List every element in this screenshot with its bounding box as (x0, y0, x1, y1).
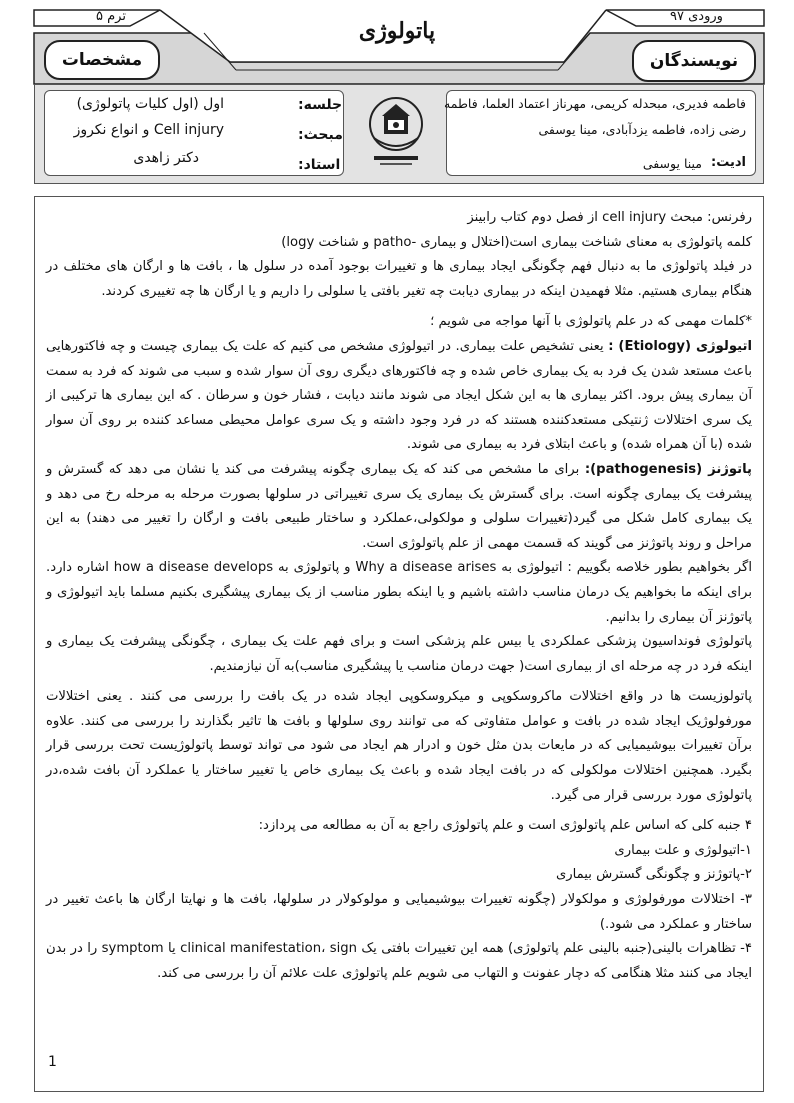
etiology-term: اتیولوژی (Etiology) : (608, 338, 752, 354)
editor-value: مینا یوسفی (642, 156, 702, 171)
professor-label: استاد: (298, 157, 341, 173)
page-title: پاتولوژی (358, 18, 436, 44)
topic-label: مبحث: (298, 127, 343, 143)
reference-line: رفرنس: مبحث cell injury از فصل دوم کتاب رابینز (467, 210, 752, 225)
summary-paragraph: اگر بخواهیم بطور خلاصه بگوییم : اتیولوژی به Why a disease arises و پاتولوژی به how a disease develops اشاره دارد. برای اینکه ما بخواهیم یک درمان مناسب داشته باشیم و یا اینکه بطور مناسب از یک بیماری پیشگیری بکنیم مسلما باید اتیولوژی و پاتوژنز آن بیماری را بدانیم. (46, 560, 752, 625)
page-number: 1 (48, 1054, 57, 1070)
entry-label: ورودی ۹۷ (670, 9, 723, 24)
authors-line-1: فاطمه فدیری، مبحدله کریمی، مهرناز اعتماد العلما، فاطمه (444, 96, 746, 111)
etiology-paragraph (46, 335, 752, 458)
specs-badge (44, 40, 160, 80)
university-logo (354, 94, 438, 174)
topic-value: Cell injury و انواع نکروز (73, 122, 224, 138)
pathogenesis-text: برای ما مشخص می کند که یک بیماری چگونه پیشرفت می کند یا نشان می دهد که گسترش و پیشرفت یک بیماری چگونه است. برای گسترش یک بیماری یک سری تغییراتی در سلولها بصورت مرحله به مرحله رخ می دهد و یک بیماری کامل شکل می گیرد(تغییرات سلولی و مولکولی،عملکرد و ساختار طبیعی بافت و ارگان را تغییر می دهند) به این مراحل و روند پاتوژنز می گویند که قسمت مهمی از علم پاتولوژی است. (46, 461, 752, 551)
aspect-item-1: ۱-اتیولوژی و علت بیماری (614, 842, 752, 858)
authors-label: نویسندگان (649, 51, 739, 71)
term-label: ترم ۵ (96, 9, 126, 24)
aspects-heading: ۴ جنبه کلی که اساس علم پاتولوژی است و علم پاتولوژی راجع به آن به مطالعه می پردازد: (258, 818, 752, 834)
etiology-text: یعنی تشخیص علت بیماری. در اتیولوژی مشخص می کنیم که علت یک بیماری چیست و چه فاکتورهایی باعث مستعد شدن یک فرد به یک بیماری خاص شده و چه فاکتورهای دیگری روی آن سوار شده و سبب می شوند که فرد به سمت آن بیماری پیش برود. اکثر بیماری ها به این شکل ایجاد می شوند مانند دیابت ، فشار خون و سرطان . که این بیماری ها ترکیبی از یک سری اختلالات ژنتیکی مستعدکننده هستند که در فرد وجود داشته و یک سری عوامل محیطی مساعد کننده بر روی آن سوار شده (با آن همراه شده) و باعث ابتلای فرد به بیماری می شوند. (46, 338, 752, 453)
session-label: جلسه: (298, 97, 343, 113)
field-paragraph: در فیلد پاتولوژی ما به دنبال فهم چگونگی ایجاد بیماری ها و تغییرات بوجود آمده در سلول ها ، بافت ها و ارگان های مختلف در هنگام بیماری هستیم. مثلا فهمیدن اینکه در بیماری دیابت چه تغیر بافتی یا سلولی را داریم و یا ارگان ها چه تغییری کردند. (46, 259, 752, 299)
session-value: اول (اول کلیات پاتولوژی) (76, 96, 224, 112)
specs-label: مشخصات (61, 50, 143, 70)
aspect-item-2: ۲-پاتوژنز و چگونگی گسترش بیماری (555, 867, 752, 883)
authors-line-2: رضی زاده، فاطمه یزدآبادی، مینا یوسفی (538, 122, 746, 137)
professor-value: دکتر زاهدی (133, 150, 199, 166)
keywords-heading: *کلمات مهمی که در علم پاتولوژی با آنها مواجه می شویم ؛ (430, 314, 752, 330)
definition-line: کلمه پاتولوژی به معنای شناخت بیماری است(اختلال و بیماری -patho و شناخت logy) (281, 234, 752, 250)
aspect-item-3: ۳- اختلالات مورفولوژی و مولکولار (چگونه تغییرات بیوشیمیایی و مولوکولار در سلولها، بافت ها و نهایتا ارگان ها باعث تغییر در ساختار و عملکرد می شود.) (46, 892, 752, 932)
aspect-item-4: ۴- تظاهرات بالینی(جنبه بالینی علم پاتولوژی) همه این تغییرات بافتی یک clinical manifestation، sign یا symptom را در بدن ایجاد می کنند مثلا هنگامی که دچار عفونت و التهاب می شویم علم پاتولوژی علت علائم آن را بررسی می کند. (46, 941, 752, 981)
content-body (46, 206, 752, 986)
foundation-paragraph: پاتولوژی فونداسیون پزشکی عملکردی یا بیس علم پزشکی است و برای فهم علت یک بیماری ، چگونگی پیشرفت یک بیماری و اینکه فرد در چه مرحله ای از بیماری است( جهت درمان مناسب یا پیشگیری مناسب)به آن نیازمندیم. (46, 634, 752, 674)
pathogenesis-paragraph (46, 458, 752, 556)
pathologists-paragraph: پاتولوزیست ها در واقع اختلالات ماکروسکوپی و میکروسکوپی ایجاد شده در یک بافت را بررسی می کنند . یعنی اختلالات مورفولوژیک ایجاد شده در بافت و عوامل متفاوتی که می توانند روی سلولها و بافت ها تاثیر بگذارند را بررسی می کنند. علاوه برآن تغییرات بیوشیمیایی که در مایعات بدن مثل خون و ادرار هم ایجاد می شود می تواند توسط پاتولوژیست تحت بررسی قرار بگیرد. همچنین اختلالات مولکولی که در بافت ایجاد شده و باعث یک بیماری خاص یا تغییر ساختار یا عملکرد آن بافت شده،در پاتولوژی مورد بررسی قرار می گیرد. (46, 689, 752, 803)
editor-label: ادیت: (711, 155, 746, 170)
authors-badge (632, 40, 756, 82)
pathogenesis-term: پاتوژنز (pathogenesis): (584, 461, 752, 477)
